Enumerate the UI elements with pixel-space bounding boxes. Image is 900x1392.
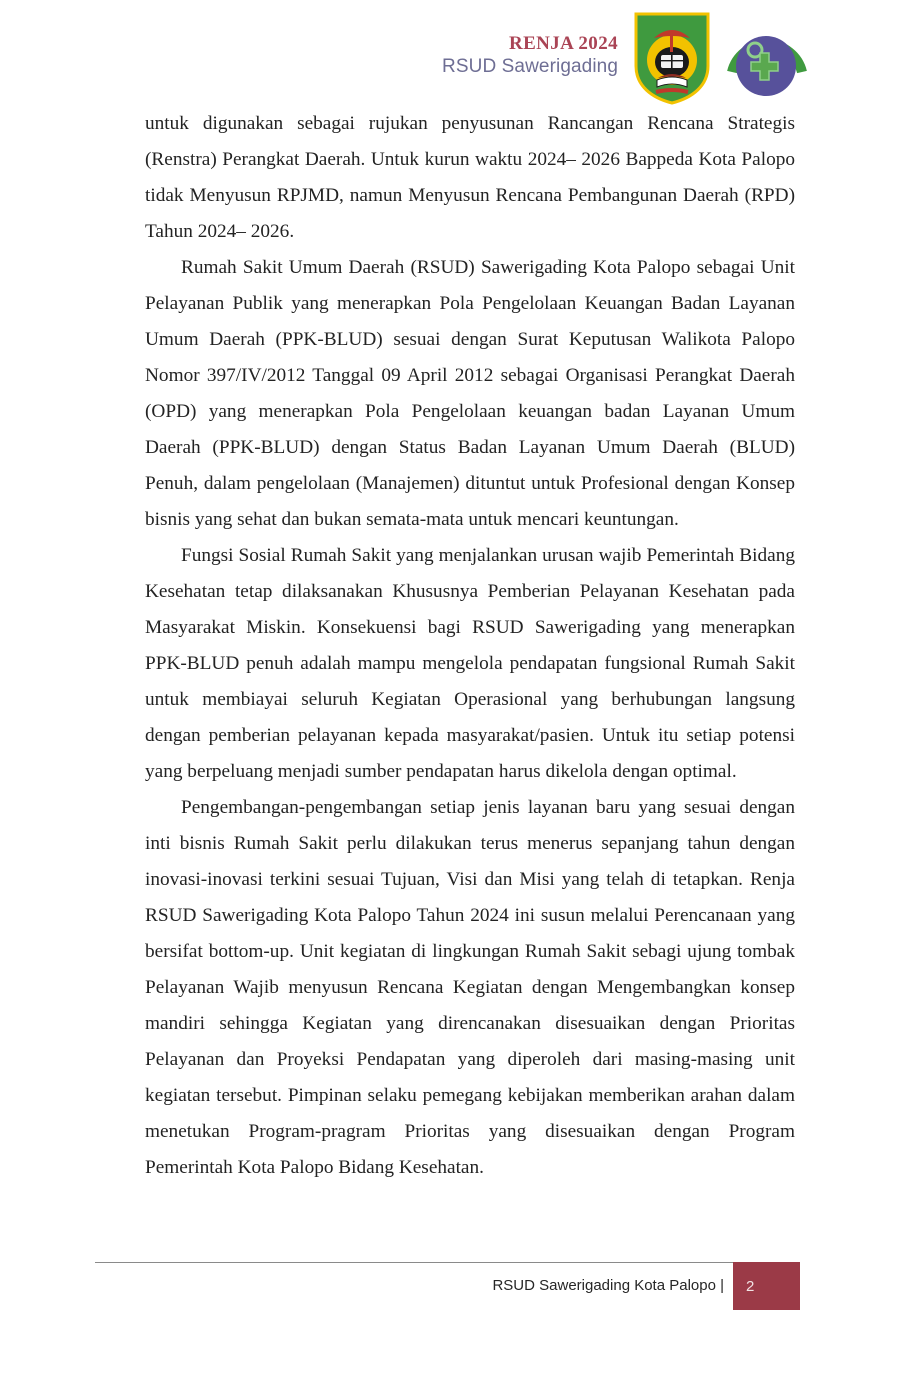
paragraph: Fungsi Sosial Rumah Sakit yang menjalankan urusan wajib Pemerintah Bidang Kesehatan tetap dilaksanakan Khususnya Pemberian Pelayanan Kesehatan pada Masyarakat Miskin. Konsekuensi bagi RSUD Sawerigading yang menerapkan PPK-BLUD penuh adalah mampu mengelola pendapatan fungsional Rumah Sakit untuk membiayai seluruh Kegiatan Operasional yang berhubungan langsung dengan pemberian pelayanan kepada masyarakat/pasien. Untuk itu setiap potensi yang berpeluang menjadi sumber pendapatan harus dikelola dengan optimal. [145,545,795,782]
paragraph: Rumah Sakit Umum Daerah (RSUD) Sawerigading Kota Palopo sebagai Unit Pelayanan Publik yang menerapkan Pola Pengelolaan Keuangan Badan Layanan Umum Daerah (PPK-BLUD) sesuai dengan Surat Keputusan Walikota Palopo Nomor 397/IV/2012 Tanggal 09 April 2012 sebagai Organisasi Perangkat Daerah (OPD) yang menerapkan Pola Pengelolaan keuangan badan Layanan Umum Daerah (PPK-BLUD) dengan Status Badan Layanan Umum Daerah (BLUD) Penuh, dalam pengelolaan (Manajemen) dituntut untuk Profesional dengan Konsep bisnis yang sehat dan bukan semata-mata untuk mencari keuntungan. [145,257,795,530]
paragraph: Pengembangan-pengembangan setiap jenis layanan baru yang sesuai dengan inti bisnis Rumah Sakit perlu dilakukan terus menerus sepanjang tahun dengan inovasi-inovasi terkini sesuai Tujuan, Visi dan Misi yang telah di tetapkan. Renja RSUD Sawerigading Kota Palopo Tahun 2024 ini susun melalui Perencanaan yang bersifat bottom-up. Unit kegiatan di lingkungan Rumah Sakit sebagi ujung tombak Pelayanan Wajib menyusun Rencana Kegiatan dengan Mengembangkan konsep mandiri sehingga Kegiatan yang direncanakan disesuaikan dengan Prioritas Pelayanan dan Proyeksi Pendapatan yang diperoleh dari masing-masing unit kegiatan tersebut. Pimpinan selaku pemegang kebijakan memberikan arahan dalam menetukan Program-pragram Prioritas yang disesuaikan dengan Program Pemerintah Kota Palopo Bidang Kesehatan. [145,797,795,1178]
footer-label: RSUD Sawerigading Kota Palopo | [492,1277,724,1294]
page-number-badge [733,1262,800,1310]
document-header [0,0,900,108]
header-title-block [442,32,622,82]
header-inner [442,0,810,106]
header-title-rsud: RSUD Sawerigading [442,56,618,77]
rsud-sawerigading-logo-icon [724,10,810,104]
document-footer [0,1258,900,1328]
footer-row [0,1262,800,1310]
header-title-renja: RENJA 2024 [508,32,618,54]
paragraph: untuk digunakan sebagai rujukan penyusunan Rancangan Rencana Strategis (Renstra) Perangkat Daerah. Untuk kurun waktu 2024– 2026 Bappeda Kota Palopo tidak Menyusun RPJMD, namun Menyusun Rencana Pembangunan Daerah (RPD) Tahun 2024– 2026. [145,113,795,242]
page-number: 2 [746,1277,755,1295]
kota-palopo-emblem-icon [630,8,714,106]
document-body [145,106,795,1186]
